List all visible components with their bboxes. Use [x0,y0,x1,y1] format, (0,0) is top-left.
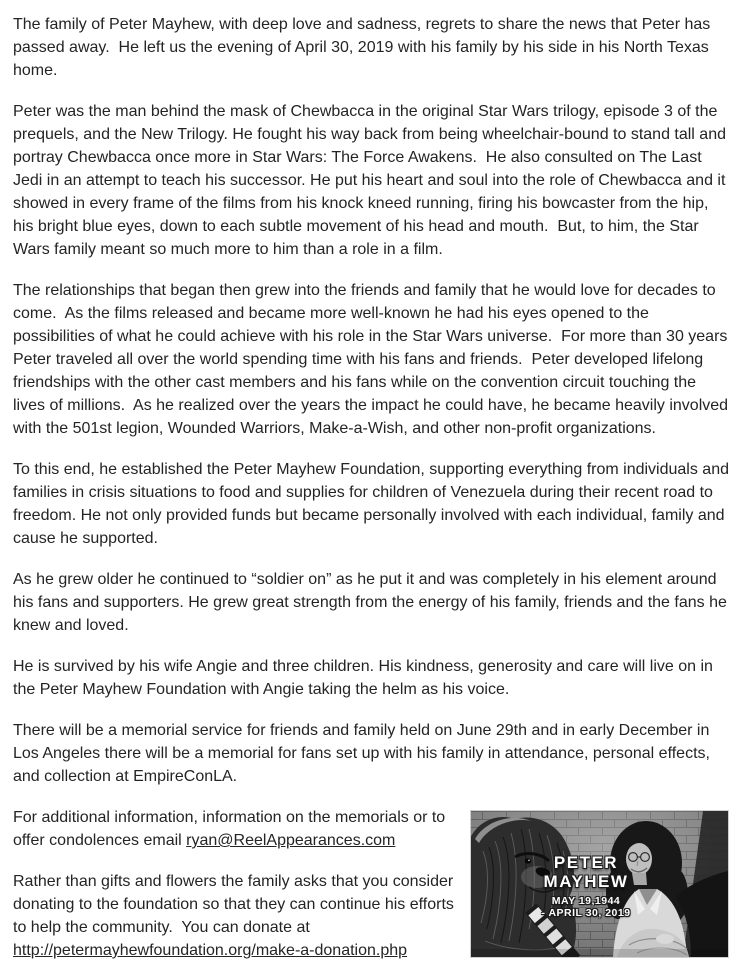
bottom-section [13,806,729,962]
memorial-photo-art [471,811,728,957]
photo-name-line2: MAYHEW [543,872,629,891]
paragraph-memorial-service: There will be a memorial service for friends and family held on June 29th and in early December in Los Angeles there will be a memorial for fans set up with his family in attendance, personal effects, and collection at EmpireConLA. [13,722,715,785]
photo-name-line1: PETER [553,853,619,872]
photo-death-date: - APRIL 30, 2019 [541,906,631,919]
paragraph-foundation: To this end, he established the Peter Mayhew Foundation, supporting everything from individuals and families in crisis situations to food and supplies for children of Venezuela during their recent road to freedom. He not only provided funds but became personally involved with each individual, family and cause he supported. [13,461,734,547]
paragraph-career: Peter was the man behind the mask of Chewbacca in the original Star Wars trilogy, episode 3 of the prequels, and the New Trilogy. He fought his way back from being wheelchair-bound to stand tall and portray Chewbacca once more in Star Wars: The Force Awakens. He also consulted on The Last Jedi in an attempt to teach his successor. He put his heart and soul into the role of Chewbacca and it showed in every frame of the films from his knock kneed running, firing his bowcaster from the hip, his bright blue eyes, down to each subtle movement of his head and mouth. But, to him, the Star Wars family meant so much more to him than a role in a film. [13,103,731,258]
photo-birth-date: MAY 19,1944 [551,895,621,907]
donation-link[interactable]: http://petermayhewfoundation.org/make-a-donation.php [13,942,408,959]
contact-text: For additional information, information on the memorials or to offer condolences email [13,809,450,849]
paragraph-relationships: The relationships that began then grew into the friends and family that he would love for decades to come. As the films released and became more well-known he had his eyes opened to the possibilities of what he could achieve with his role in the Star Wars universe. For more than 30 years Peter traveled all over the world spending time with his fans and friends. Peter developed lifelong friendships with the other cast members and his fans while on the convention circuit touching the lives of millions. As he realized over the years the impact he could have, he became heavily involved with the 501st legion, Wounded Warriors, Make-a-Wish, and other non-profit organizations. [13,282,733,437]
donation-text: Rather than gifts and flowers the family asks that you consider donating to the foundation so that they can continue his efforts to help the community. You can donate at [13,873,459,936]
email-link[interactable]: ryan@ReelAppearances.com [186,832,396,849]
paragraph-soldier-on: As he grew older he continued to “soldier on” as he put it and was completely in his element around his fans and supporters. He grew great strength from the energy of his family, friends and the fans he knew and loved. [13,571,732,634]
paragraph-survived-by: He is survived by his wife Angie and three children. His kindness, generosity and care will live on in the Peter Mayhew Foundation with Angie taking the helm as his voice. [13,658,718,698]
paragraph-announcement: The family of Peter Mayhew, with deep love and sadness, regrets to share the news that Peter has passed away. He left us the evening of April 30, 2019 with his family by his side in his North Texas home. [13,16,715,79]
memorial-photo [470,810,729,958]
